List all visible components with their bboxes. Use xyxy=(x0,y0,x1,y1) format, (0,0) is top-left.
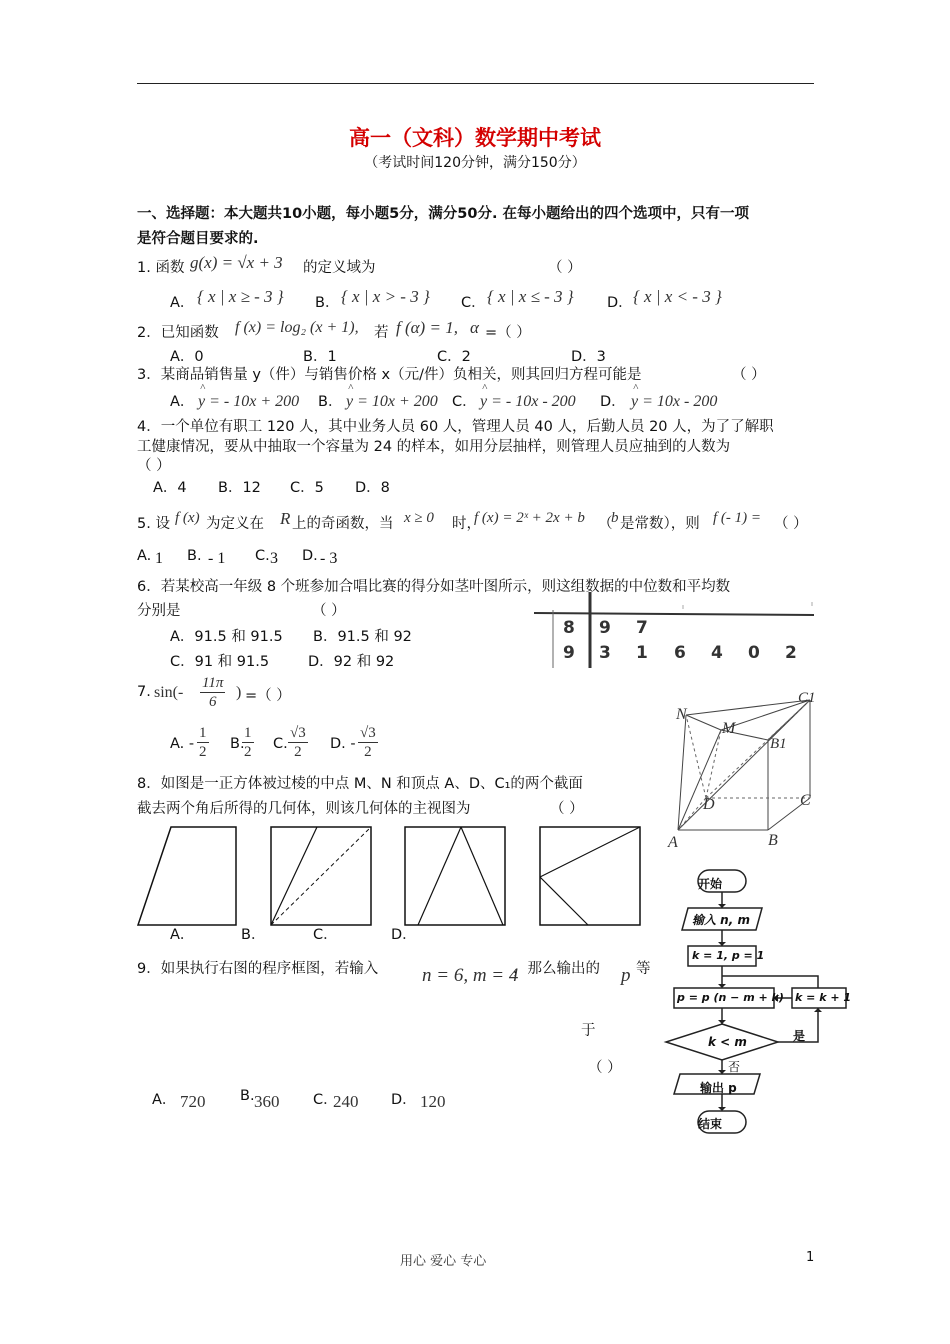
q5-option-a: 1 xyxy=(155,550,163,567)
q3-hat-a: ^ xyxy=(200,382,205,394)
q8-figure-c xyxy=(403,825,509,927)
cube-label-B1: B1 xyxy=(770,736,787,752)
q5-stem-1: 5. 设 xyxy=(137,516,170,532)
leaf-9-5: 0 xyxy=(748,643,760,663)
q1-option-a-label: A． xyxy=(170,295,195,311)
q9-answer-paren: （ ） xyxy=(588,1060,622,1076)
q9-option-a: 720 xyxy=(180,1092,206,1111)
page-title: 高一（文科）数学期中考试 xyxy=(349,126,601,150)
q6-option-c: C．91 和 91.5 xyxy=(170,654,270,670)
page-number: 1 xyxy=(806,1250,815,1265)
q9-option-a-label: A． xyxy=(152,1092,177,1108)
q4-line-2: 工健康情况，要从中抽取一个容量为 24 的样本，如用分层抽样，则管理人员应抽到的人数为 xyxy=(137,439,731,455)
q2-function: f (x) = log₂ (x + 1), xyxy=(235,319,359,336)
footer-motto: 用心 爱心 专心 xyxy=(400,1254,487,1269)
q3-hat-b: ^ xyxy=(348,382,353,394)
q2-stem-if: 若 xyxy=(374,325,389,341)
q1-option-d-label: D． xyxy=(607,295,633,311)
q3-option-d-label: D． xyxy=(600,394,626,410)
q4-option-b: B．12 xyxy=(218,480,261,496)
q9-input: n = 6, m = 4 xyxy=(422,965,519,986)
q7-option-a-label: A. - xyxy=(170,736,195,752)
q6-option-a: A．91.5 和 91.5 xyxy=(170,629,283,645)
q2-alpha: α xyxy=(470,318,479,337)
section-heading: 一、选择题：本大题共10小题，每小题5分，满分50分. 在每小题给出的四个选项中，只有一项 xyxy=(137,206,749,222)
q2-option-c: C．2 xyxy=(437,349,471,365)
q1-option-b: { x | x > - 3 } xyxy=(341,287,430,306)
q5-option-b-label: B. xyxy=(187,548,202,564)
q3-option-b-label: B． xyxy=(318,394,343,410)
cube-label-C: C xyxy=(800,792,811,809)
leaf-9-1: 3 xyxy=(599,643,611,663)
q5-stem-3: 上的奇函数，当 xyxy=(292,516,394,532)
cube-figure xyxy=(666,690,826,860)
leaf-9-4: 4 xyxy=(711,643,723,663)
q5-option-a-label: A. xyxy=(137,548,152,564)
q7-answer-paren: =（ ） xyxy=(245,688,291,704)
q7-option-c-label: C. xyxy=(273,736,288,752)
q7-c-num: √3 xyxy=(290,725,306,741)
q2-stem: 2．已知函数 xyxy=(137,325,219,341)
q5-ask: f (- 1) = xyxy=(713,510,762,526)
leaf-9-6: 2 xyxy=(785,643,797,663)
cube-label-N: N xyxy=(676,706,687,723)
q5-b: b xyxy=(611,510,619,526)
flow-yes: 是 xyxy=(793,1029,806,1043)
q6-answer-paren: （ ） xyxy=(312,603,346,619)
q8-line-1: 8．如图是一正方体被过棱的中点 M、N 和顶点 A、D、C₁的两个截面 xyxy=(137,776,583,792)
q2-option-a: A．0 xyxy=(170,349,204,365)
q5-stem-2: 为定义在 xyxy=(206,516,264,532)
cube-label-M: M xyxy=(722,720,736,737)
q9-stem-mid: ，那么输出的 xyxy=(513,961,600,977)
q5-option-b: - 1 xyxy=(208,550,226,567)
q3-option-a: y = - 10x + 200 xyxy=(198,393,300,410)
q1-option-c-label: C． xyxy=(461,295,486,311)
q3-option-c: y = - 10x - 200 xyxy=(480,393,576,410)
q5-fx: f (x) xyxy=(175,510,200,526)
q5-condition: x ≥ 0 xyxy=(404,510,434,526)
q1-answer-paren: （ ） xyxy=(548,260,582,276)
q8-option-d: D． xyxy=(391,927,417,943)
q4-answer-paren: （ ） xyxy=(137,458,171,474)
q9-option-b: 360 xyxy=(254,1092,280,1111)
q3-option-d: y = 10x - 200 xyxy=(631,393,718,410)
q3-hat-d: ^ xyxy=(633,382,638,394)
q2-option-b: B．1 xyxy=(303,349,337,365)
flow-output: 输出 p xyxy=(700,1081,737,1095)
q9-option-d: 120 xyxy=(420,1092,446,1111)
q4-option-d: D．8 xyxy=(355,480,390,496)
q4-option-c: C．5 xyxy=(290,480,324,496)
q8-line-2: 截去两个角后所得的几何体，则该几何体的主视图为 xyxy=(137,801,471,817)
q3-option-a-label: A． xyxy=(170,394,195,410)
q7-sin: sin(- xyxy=(154,684,184,701)
q7-label: 7. xyxy=(137,684,151,700)
q7-a-num: 1 xyxy=(199,725,207,741)
q8-figure-a xyxy=(136,825,241,927)
q8-option-c: C． xyxy=(313,927,338,943)
stem-8: 8 xyxy=(563,618,575,638)
q3-hat-c: ^ xyxy=(482,382,487,394)
q1-stem: 1. 函数 xyxy=(137,260,185,276)
q8-option-a: A． xyxy=(170,927,195,943)
stem-9: 9 xyxy=(563,643,575,663)
q1-function: g(x) = √x + 3 xyxy=(190,253,283,272)
q8-figure-b xyxy=(269,825,375,927)
q6-option-b: B．91.5 和 92 xyxy=(313,629,412,645)
q3-stem: 3．某商品销售量 y（件）与销售价格 x（元/件）负相关，则其回归方程可能是 xyxy=(137,367,642,383)
flow-no: 否 xyxy=(728,1060,741,1074)
flow-increment: k = k + 1 xyxy=(795,991,852,1004)
q7-b-den: 2 xyxy=(244,744,252,760)
leaf-8-2: 7 xyxy=(636,618,648,638)
q4-option-a: A．4 xyxy=(153,480,187,496)
q7-a-den: 2 xyxy=(199,744,207,760)
flow-start: 开始 xyxy=(698,877,723,891)
flow-input: 输入 n, m xyxy=(692,913,750,927)
flow-end: 结束 xyxy=(698,1117,723,1131)
page-subtitle: （考试时间120分钟，满分150分） xyxy=(364,155,586,171)
header-rule xyxy=(137,83,814,84)
q5-R: R xyxy=(280,509,291,528)
q5-option-c-label: C. xyxy=(255,548,270,564)
q7-denominator: 6 xyxy=(208,694,217,710)
flow-calc: p = p (n − m + k) xyxy=(677,991,784,1004)
q6-line-2: 分别是 xyxy=(137,603,181,619)
q7-fraction xyxy=(200,674,225,711)
q1-option-c: { x | x ≤ - 3 } xyxy=(487,287,574,306)
q5-stem-5: （ xyxy=(598,516,613,532)
q7-option-d-label: D. - xyxy=(330,736,356,752)
q9-stem-tail: 于 xyxy=(581,1023,596,1039)
q9-stem-end: 等 xyxy=(636,961,651,977)
cube-label-C1: C1 xyxy=(798,690,816,706)
leaf-8-1: 9 xyxy=(599,618,611,638)
q2-option-d: D．3 xyxy=(571,349,606,365)
q3-option-b: y = 10x + 200 xyxy=(346,393,438,410)
q6-option-d: D．92 和 92 xyxy=(308,654,395,670)
cube-label-D: D xyxy=(703,796,715,813)
q2-answer-paren: =（ ） xyxy=(485,325,531,341)
q8-option-b: B． xyxy=(241,927,266,943)
cube-label-B: B xyxy=(768,832,778,849)
q9-option-d-label: D． xyxy=(391,1092,417,1108)
q9-stem: 9．如果执行右图的程序框图，若输入 xyxy=(137,961,379,977)
flow-init: k = 1, p = 1 xyxy=(692,949,765,962)
q5-option-d-label: D. xyxy=(302,548,318,564)
section-heading-cont: 是符合题目要求的. xyxy=(137,231,259,247)
q4-line-1: 4．一个单位有职工 120 人，其中业务人员 60 人，管理人员 40 人，后勤人员 20 人，为了了解职 xyxy=(137,419,774,435)
q9-option-c-label: C． xyxy=(313,1092,338,1108)
leaf-9-3: 6 xyxy=(674,643,686,663)
q2-condition: f (α) = 1, xyxy=(396,318,458,337)
flowchart-graphics xyxy=(660,868,850,1140)
q3-option-c-label: C． xyxy=(452,394,477,410)
q3-answer-paren: （ ） xyxy=(732,367,766,383)
q9-option-b-label: B. xyxy=(240,1088,255,1104)
q8-answer-paren: （ ） xyxy=(550,801,584,817)
leaf-9-2: 1 xyxy=(636,643,648,663)
q7-close: ) xyxy=(236,684,242,701)
q1-stem-end: 的定义域为 xyxy=(303,260,376,276)
q7-c-den: 2 xyxy=(294,744,302,760)
q5-option-c: 3 xyxy=(270,550,278,567)
q7-b-num: 1 xyxy=(244,725,252,741)
q5-expression: f (x) = 2ˣ + 2x + b xyxy=(474,510,585,526)
q7-d-num: √3 xyxy=(360,725,376,741)
q5-option-d: - 3 xyxy=(320,550,338,567)
q5-stem-6: 是常数），则 xyxy=(620,516,700,532)
q9-option-c: 240 xyxy=(333,1092,359,1111)
q7-option-b-label: B. xyxy=(230,736,245,752)
q1-option-d: { x | x < - 3 } xyxy=(633,287,722,306)
q8-figure-d xyxy=(538,825,644,927)
q6-line-1: 6．若某校高一年级 8 个班参加合唱比赛的得分如茎叶图所示，则这组数据的中位数和平均数 xyxy=(137,579,731,595)
flow-condition: k < m xyxy=(708,1035,747,1049)
cube-label-A: A xyxy=(668,834,678,851)
q1-option-b-label: B． xyxy=(315,295,340,311)
q7-d-den: 2 xyxy=(364,744,372,760)
q7-numerator: 11π xyxy=(202,675,224,691)
q5-stem-4: 时， xyxy=(452,516,481,532)
q9-p: p xyxy=(621,965,631,986)
q5-answer-paren: （ ） xyxy=(774,516,808,532)
q1-option-a: { x | x ≥ - 3 } xyxy=(197,287,284,306)
